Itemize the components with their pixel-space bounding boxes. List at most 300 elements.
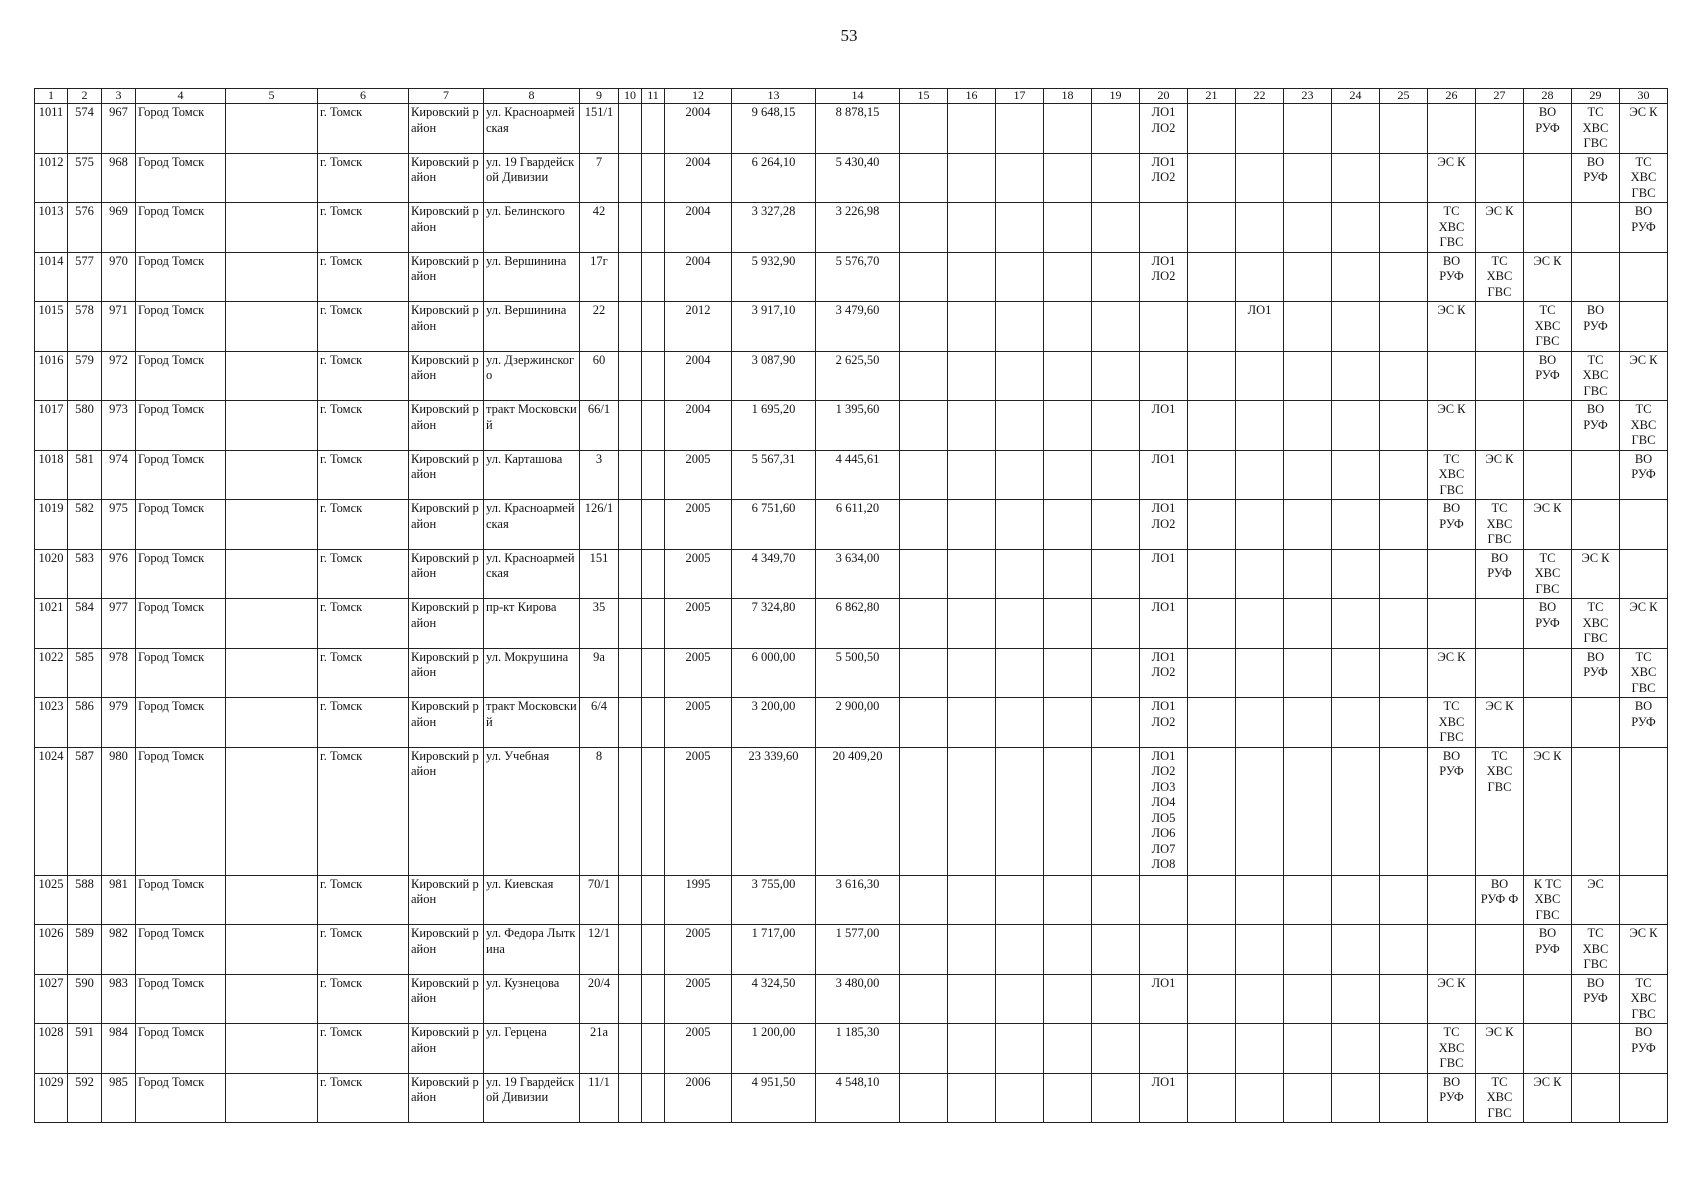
cell-col-17 xyxy=(996,401,1044,451)
cell-col-2: 576 xyxy=(68,203,102,253)
cell-col-29 xyxy=(1572,203,1620,253)
cell-col-16 xyxy=(948,450,996,500)
cell-col-19 xyxy=(1092,698,1140,748)
cell-col-6: г. Томск xyxy=(318,925,409,975)
cell-col-14: 8 878,15 xyxy=(816,104,900,154)
table-row xyxy=(35,153,1668,203)
column-header-25: 25 xyxy=(1380,89,1428,104)
cell-col-17 xyxy=(996,698,1044,748)
column-header-17: 17 xyxy=(996,89,1044,104)
cell-col-5 xyxy=(226,974,318,1024)
cell-col-15 xyxy=(900,925,948,975)
cell-col-14: 2 625,50 xyxy=(816,351,900,401)
cell-col-20: ЛО1 xyxy=(1140,1073,1188,1123)
cell-col-10 xyxy=(619,500,642,550)
cell-col-24 xyxy=(1332,302,1380,352)
cell-col-21 xyxy=(1188,599,1236,649)
cell-col-30: ВО РУФ xyxy=(1620,203,1668,253)
cell-col-19 xyxy=(1092,500,1140,550)
cell-col-2: 574 xyxy=(68,104,102,154)
cell-col-25 xyxy=(1380,450,1428,500)
cell-col-7: Кировский район xyxy=(409,1073,484,1123)
cell-col-7: Кировский район xyxy=(409,698,484,748)
cell-col-30: ВО РУФ xyxy=(1620,450,1668,500)
cell-col-11 xyxy=(642,302,665,352)
cell-col-20 xyxy=(1140,925,1188,975)
cell-col-19 xyxy=(1092,1024,1140,1074)
cell-col-18 xyxy=(1044,351,1092,401)
cell-col-26: ЭС К xyxy=(1428,302,1476,352)
cell-col-22 xyxy=(1236,648,1284,698)
cell-col-20: ЛО1 xyxy=(1140,974,1188,1024)
cell-col-15 xyxy=(900,747,948,875)
cell-col-14: 1 577,00 xyxy=(816,925,900,975)
cell-col-27 xyxy=(1476,648,1524,698)
cell-col-21 xyxy=(1188,153,1236,203)
cell-col-19 xyxy=(1092,875,1140,925)
cell-col-19 xyxy=(1092,153,1140,203)
cell-col-2: 580 xyxy=(68,401,102,451)
cell-col-23 xyxy=(1284,153,1332,203)
cell-col-14: 4 548,10 xyxy=(816,1073,900,1123)
cell-col-26: ТС ХВС ГВС xyxy=(1428,203,1476,253)
cell-col-5 xyxy=(226,153,318,203)
cell-col-25 xyxy=(1380,1073,1428,1123)
cell-col-26: ТС ХВС ГВС xyxy=(1428,698,1476,748)
cell-col-9: 9а xyxy=(580,648,619,698)
cell-col-16 xyxy=(948,648,996,698)
cell-col-26: ВО РУФ xyxy=(1428,500,1476,550)
cell-col-28 xyxy=(1524,401,1572,451)
cell-col-25 xyxy=(1380,153,1428,203)
cell-col-24 xyxy=(1332,153,1380,203)
cell-col-12: 2004 xyxy=(665,351,732,401)
cell-col-13: 23 339,60 xyxy=(732,747,816,875)
cell-col-12: 2005 xyxy=(665,648,732,698)
cell-col-13: 6 000,00 xyxy=(732,648,816,698)
cell-col-11 xyxy=(642,351,665,401)
cell-col-23 xyxy=(1284,974,1332,1024)
cell-col-9: 20/4 xyxy=(580,974,619,1024)
cell-col-10 xyxy=(619,925,642,975)
cell-col-20: ЛО1 ЛО2 xyxy=(1140,252,1188,302)
cell-col-14: 5 500,50 xyxy=(816,648,900,698)
cell-col-10 xyxy=(619,104,642,154)
cell-col-2: 579 xyxy=(68,351,102,401)
cell-col-23 xyxy=(1284,500,1332,550)
column-number-row xyxy=(35,89,1668,104)
cell-col-11 xyxy=(642,153,665,203)
cell-col-8: ул. Киевская xyxy=(484,875,580,925)
cell-col-20: ЛО1 ЛО2 xyxy=(1140,500,1188,550)
register-table xyxy=(34,88,1668,1123)
cell-col-15 xyxy=(900,875,948,925)
cell-col-18 xyxy=(1044,875,1092,925)
cell-col-12: 1995 xyxy=(665,875,732,925)
cell-col-11 xyxy=(642,252,665,302)
cell-col-2: 588 xyxy=(68,875,102,925)
cell-col-10 xyxy=(619,450,642,500)
cell-col-29: ТС ХВС ГВС xyxy=(1572,925,1620,975)
cell-col-17 xyxy=(996,153,1044,203)
cell-col-7: Кировский район xyxy=(409,747,484,875)
cell-col-30 xyxy=(1620,500,1668,550)
cell-col-13: 5 567,31 xyxy=(732,450,816,500)
cell-col-27 xyxy=(1476,401,1524,451)
cell-col-30 xyxy=(1620,747,1668,875)
cell-col-6: г. Томск xyxy=(318,401,409,451)
cell-col-23 xyxy=(1284,648,1332,698)
table-row xyxy=(35,549,1668,599)
cell-col-21 xyxy=(1188,401,1236,451)
cell-col-30 xyxy=(1620,875,1668,925)
cell-col-2: 577 xyxy=(68,252,102,302)
cell-col-1: 1017 xyxy=(35,401,68,451)
cell-col-24 xyxy=(1332,747,1380,875)
cell-col-16 xyxy=(948,925,996,975)
cell-col-20 xyxy=(1140,1024,1188,1074)
cell-col-4: Город Томск xyxy=(136,203,226,253)
cell-col-20 xyxy=(1140,351,1188,401)
cell-col-9: 3 xyxy=(580,450,619,500)
cell-col-23 xyxy=(1284,925,1332,975)
cell-col-3: 976 xyxy=(102,549,136,599)
column-header-4: 4 xyxy=(136,89,226,104)
cell-col-13: 1 717,00 xyxy=(732,925,816,975)
cell-col-3: 973 xyxy=(102,401,136,451)
cell-col-19 xyxy=(1092,203,1140,253)
table-row xyxy=(35,747,1668,875)
cell-col-1: 1025 xyxy=(35,875,68,925)
cell-col-5 xyxy=(226,698,318,748)
cell-col-6: г. Томск xyxy=(318,1073,409,1123)
cell-col-15 xyxy=(900,974,948,1024)
cell-col-18 xyxy=(1044,1073,1092,1123)
cell-col-7: Кировский район xyxy=(409,648,484,698)
cell-col-5 xyxy=(226,500,318,550)
table-row xyxy=(35,302,1668,352)
cell-col-25 xyxy=(1380,974,1428,1024)
cell-col-12: 2004 xyxy=(665,203,732,253)
cell-col-13: 3 087,90 xyxy=(732,351,816,401)
cell-col-3: 971 xyxy=(102,302,136,352)
cell-col-27 xyxy=(1476,974,1524,1024)
cell-col-9: 151 xyxy=(580,549,619,599)
cell-col-25 xyxy=(1380,698,1428,748)
cell-col-13: 4 951,50 xyxy=(732,1073,816,1123)
cell-col-7: Кировский район xyxy=(409,153,484,203)
cell-col-14: 3 479,60 xyxy=(816,302,900,352)
cell-col-2: 583 xyxy=(68,549,102,599)
column-header-30: 30 xyxy=(1620,89,1668,104)
cell-col-28: ТС ХВС ГВС xyxy=(1524,549,1572,599)
cell-col-25 xyxy=(1380,104,1428,154)
cell-col-18 xyxy=(1044,302,1092,352)
cell-col-21 xyxy=(1188,1073,1236,1123)
cell-col-26: ЭС К xyxy=(1428,974,1476,1024)
cell-col-24 xyxy=(1332,500,1380,550)
cell-col-21 xyxy=(1188,1024,1236,1074)
cell-col-16 xyxy=(948,1024,996,1074)
cell-col-18 xyxy=(1044,401,1092,451)
cell-col-22 xyxy=(1236,549,1284,599)
cell-col-11 xyxy=(642,875,665,925)
cell-col-6: г. Томск xyxy=(318,450,409,500)
cell-col-25 xyxy=(1380,875,1428,925)
cell-col-17 xyxy=(996,302,1044,352)
cell-col-16 xyxy=(948,401,996,451)
cell-col-4: Город Томск xyxy=(136,401,226,451)
cell-col-10 xyxy=(619,599,642,649)
cell-col-14: 3 616,30 xyxy=(816,875,900,925)
cell-col-1: 1011 xyxy=(35,104,68,154)
cell-col-18 xyxy=(1044,1024,1092,1074)
cell-col-1: 1012 xyxy=(35,153,68,203)
cell-col-9: 7 xyxy=(580,153,619,203)
cell-col-24 xyxy=(1332,1024,1380,1074)
cell-col-15 xyxy=(900,1024,948,1074)
column-header-13: 13 xyxy=(732,89,816,104)
cell-col-25 xyxy=(1380,925,1428,975)
cell-col-6: г. Томск xyxy=(318,104,409,154)
cell-col-17 xyxy=(996,1024,1044,1074)
cell-col-5 xyxy=(226,1073,318,1123)
cell-col-9: 151/1 xyxy=(580,104,619,154)
cell-col-9: 21а xyxy=(580,1024,619,1074)
cell-col-29: ВО РУФ xyxy=(1572,153,1620,203)
cell-col-20: ЛО1 ЛО2 xyxy=(1140,153,1188,203)
cell-col-10 xyxy=(619,549,642,599)
cell-col-21 xyxy=(1188,648,1236,698)
cell-col-16 xyxy=(948,252,996,302)
cell-col-29: ВО РУФ xyxy=(1572,974,1620,1024)
cell-col-22 xyxy=(1236,698,1284,748)
cell-col-6: г. Томск xyxy=(318,351,409,401)
cell-col-15 xyxy=(900,648,948,698)
cell-col-24 xyxy=(1332,450,1380,500)
cell-col-19 xyxy=(1092,302,1140,352)
cell-col-28 xyxy=(1524,974,1572,1024)
cell-col-23 xyxy=(1284,549,1332,599)
cell-col-11 xyxy=(642,747,665,875)
cell-col-21 xyxy=(1188,747,1236,875)
cell-col-8: ул. Герцена xyxy=(484,1024,580,1074)
cell-col-20: ЛО1 xyxy=(1140,549,1188,599)
cell-col-9: 42 xyxy=(580,203,619,253)
cell-col-3: 979 xyxy=(102,698,136,748)
cell-col-5 xyxy=(226,351,318,401)
cell-col-4: Город Томск xyxy=(136,104,226,154)
cell-col-14: 4 445,61 xyxy=(816,450,900,500)
cell-col-18 xyxy=(1044,500,1092,550)
cell-col-24 xyxy=(1332,698,1380,748)
column-header-1: 1 xyxy=(35,89,68,104)
column-header-11: 11 xyxy=(642,89,665,104)
cell-col-29 xyxy=(1572,450,1620,500)
cell-col-8: пр-кт Кирова xyxy=(484,599,580,649)
cell-col-3: 975 xyxy=(102,500,136,550)
cell-col-29: ЭС xyxy=(1572,875,1620,925)
cell-col-22 xyxy=(1236,153,1284,203)
cell-col-23 xyxy=(1284,104,1332,154)
cell-col-3: 977 xyxy=(102,599,136,649)
cell-col-2: 582 xyxy=(68,500,102,550)
cell-col-4: Город Томск xyxy=(136,698,226,748)
cell-col-8: ул. Карташова xyxy=(484,450,580,500)
cell-col-13: 7 324,80 xyxy=(732,599,816,649)
table-row xyxy=(35,104,1668,154)
cell-col-26 xyxy=(1428,599,1476,649)
table-row xyxy=(35,698,1668,748)
table-row xyxy=(35,599,1668,649)
cell-col-15 xyxy=(900,302,948,352)
cell-col-9: 70/1 xyxy=(580,875,619,925)
cell-col-21 xyxy=(1188,925,1236,975)
cell-col-6: г. Томск xyxy=(318,203,409,253)
cell-col-17 xyxy=(996,203,1044,253)
cell-col-13: 6 264,10 xyxy=(732,153,816,203)
cell-col-5 xyxy=(226,1024,318,1074)
cell-col-1: 1015 xyxy=(35,302,68,352)
cell-col-10 xyxy=(619,648,642,698)
cell-col-11 xyxy=(642,648,665,698)
cell-col-14: 6 611,20 xyxy=(816,500,900,550)
cell-col-8: ул. Учебная xyxy=(484,747,580,875)
cell-col-12: 2005 xyxy=(665,925,732,975)
cell-col-12: 2006 xyxy=(665,1073,732,1123)
cell-col-7: Кировский район xyxy=(409,302,484,352)
cell-col-30: ТС ХВС ГВС xyxy=(1620,401,1668,451)
cell-col-28 xyxy=(1524,648,1572,698)
cell-col-18 xyxy=(1044,104,1092,154)
cell-col-22 xyxy=(1236,925,1284,975)
cell-col-1: 1016 xyxy=(35,351,68,401)
cell-col-24 xyxy=(1332,203,1380,253)
cell-col-15 xyxy=(900,599,948,649)
cell-col-29: ТС ХВС ГВС xyxy=(1572,104,1620,154)
cell-col-11 xyxy=(642,974,665,1024)
table-row xyxy=(35,351,1668,401)
cell-col-29: ТС ХВС ГВС xyxy=(1572,599,1620,649)
cell-col-29: ВО РУФ xyxy=(1572,401,1620,451)
cell-col-2: 584 xyxy=(68,599,102,649)
cell-col-22 xyxy=(1236,599,1284,649)
cell-col-5 xyxy=(226,450,318,500)
cell-col-11 xyxy=(642,104,665,154)
cell-col-19 xyxy=(1092,925,1140,975)
cell-col-4: Город Томск xyxy=(136,599,226,649)
cell-col-17 xyxy=(996,1073,1044,1123)
cell-col-12: 2004 xyxy=(665,401,732,451)
cell-col-5 xyxy=(226,875,318,925)
page-number: 53 xyxy=(840,26,858,45)
cell-col-10 xyxy=(619,153,642,203)
cell-col-26: ТС ХВС ГВС xyxy=(1428,450,1476,500)
cell-col-21 xyxy=(1188,203,1236,253)
cell-col-28: ЭС К xyxy=(1524,500,1572,550)
cell-col-14: 5 430,40 xyxy=(816,153,900,203)
cell-col-26 xyxy=(1428,351,1476,401)
cell-col-14: 2 900,00 xyxy=(816,698,900,748)
cell-col-22 xyxy=(1236,875,1284,925)
cell-col-16 xyxy=(948,203,996,253)
cell-col-28: ЭС К xyxy=(1524,747,1572,875)
cell-col-29 xyxy=(1572,252,1620,302)
cell-col-3: 967 xyxy=(102,104,136,154)
cell-col-27: ТС ХВС ГВС xyxy=(1476,1073,1524,1123)
cell-col-5 xyxy=(226,747,318,875)
cell-col-12: 2004 xyxy=(665,153,732,203)
cell-col-26: ВО РУФ xyxy=(1428,747,1476,875)
cell-col-22 xyxy=(1236,1024,1284,1074)
cell-col-16 xyxy=(948,104,996,154)
cell-col-23 xyxy=(1284,1024,1332,1074)
cell-col-29 xyxy=(1572,1024,1620,1074)
cell-col-19 xyxy=(1092,599,1140,649)
cell-col-23 xyxy=(1284,252,1332,302)
cell-col-17 xyxy=(996,925,1044,975)
column-header-9: 9 xyxy=(580,89,619,104)
cell-col-30: ЭС К xyxy=(1620,351,1668,401)
cell-col-28: ВО РУФ xyxy=(1524,599,1572,649)
cell-col-5 xyxy=(226,599,318,649)
cell-col-21 xyxy=(1188,698,1236,748)
cell-col-20: ЛО1 xyxy=(1140,401,1188,451)
cell-col-30: ТС ХВС ГВС xyxy=(1620,648,1668,698)
cell-col-23 xyxy=(1284,401,1332,451)
cell-col-12: 2005 xyxy=(665,974,732,1024)
cell-col-3: 980 xyxy=(102,747,136,875)
cell-col-20: ЛО1 ЛО2 ЛО3 ЛО4 ЛО5 ЛО6 ЛО7 ЛО8 xyxy=(1140,747,1188,875)
cell-col-7: Кировский район xyxy=(409,599,484,649)
cell-col-20: ЛО1 xyxy=(1140,599,1188,649)
cell-col-25 xyxy=(1380,351,1428,401)
cell-col-1: 1028 xyxy=(35,1024,68,1074)
cell-col-10 xyxy=(619,1073,642,1123)
cell-col-9: 35 xyxy=(580,599,619,649)
cell-col-13: 3 327,28 xyxy=(732,203,816,253)
cell-col-4: Город Томск xyxy=(136,450,226,500)
cell-col-8: ул. Красноармейская xyxy=(484,500,580,550)
cell-col-18 xyxy=(1044,648,1092,698)
cell-col-18 xyxy=(1044,549,1092,599)
cell-col-2: 581 xyxy=(68,450,102,500)
cell-col-1: 1014 xyxy=(35,252,68,302)
cell-col-5 xyxy=(226,302,318,352)
cell-col-25 xyxy=(1380,500,1428,550)
cell-col-24 xyxy=(1332,974,1380,1024)
cell-col-26: ЭС К xyxy=(1428,153,1476,203)
cell-col-8: ул. Вершинина xyxy=(484,252,580,302)
cell-col-5 xyxy=(226,925,318,975)
table-row xyxy=(35,450,1668,500)
cell-col-18 xyxy=(1044,698,1092,748)
cell-col-1: 1018 xyxy=(35,450,68,500)
cell-col-12: 2005 xyxy=(665,500,732,550)
cell-col-24 xyxy=(1332,401,1380,451)
cell-col-29 xyxy=(1572,747,1620,875)
cell-col-4: Город Томск xyxy=(136,252,226,302)
column-header-8: 8 xyxy=(484,89,580,104)
cell-col-7: Кировский район xyxy=(409,1024,484,1074)
cell-col-28 xyxy=(1524,698,1572,748)
cell-col-3: 972 xyxy=(102,351,136,401)
cell-col-6: г. Томск xyxy=(318,648,409,698)
cell-col-27: ТС ХВС ГВС xyxy=(1476,500,1524,550)
cell-col-13: 9 648,15 xyxy=(732,104,816,154)
cell-col-1: 1022 xyxy=(35,648,68,698)
cell-col-28 xyxy=(1524,450,1572,500)
